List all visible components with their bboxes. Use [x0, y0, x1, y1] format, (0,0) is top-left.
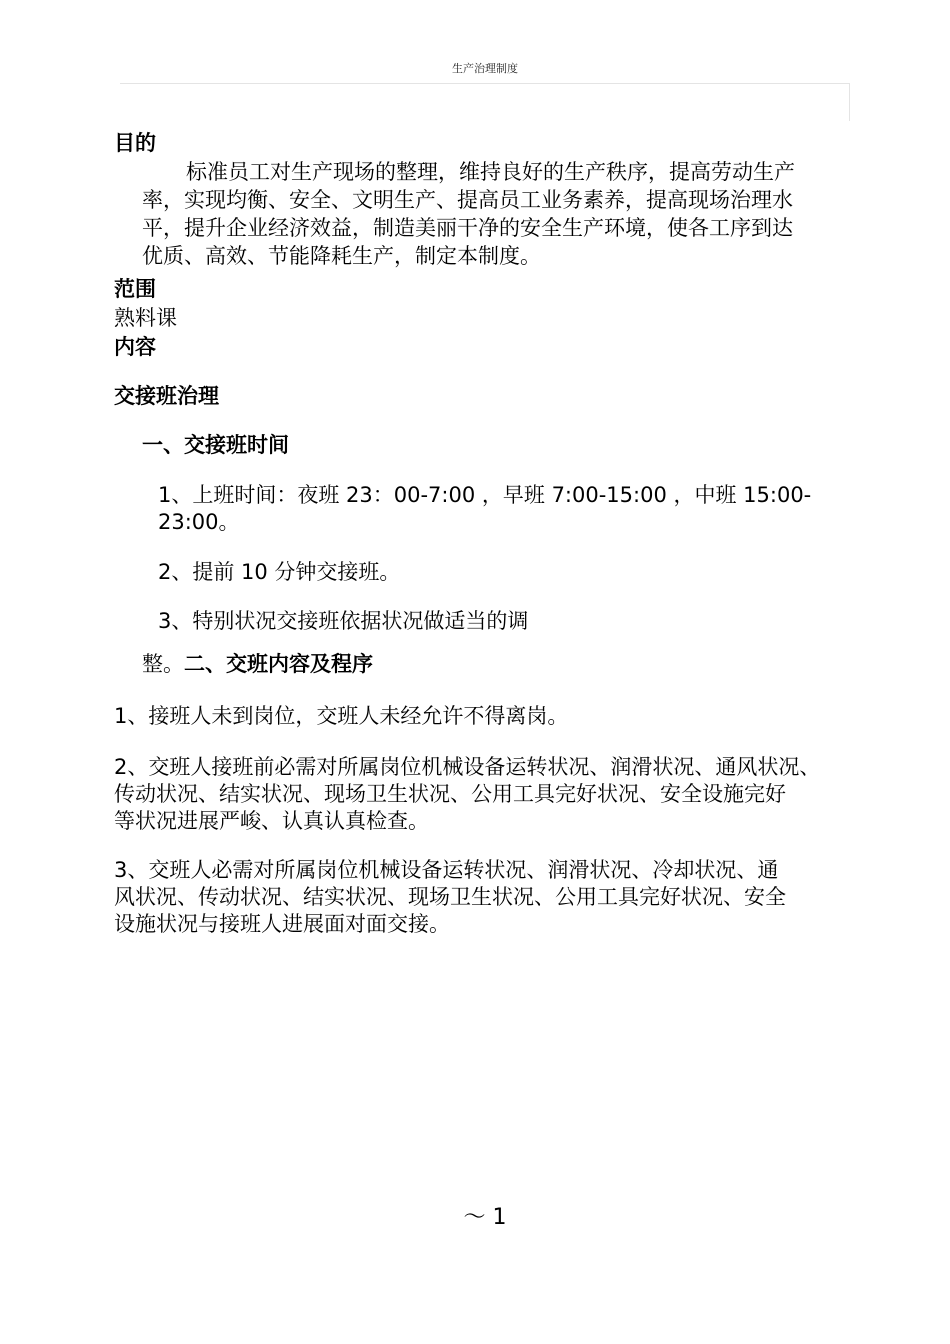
heading-purpose: 目的 — [114, 131, 156, 155]
time-item-3: 3、特别状况交接班依据状况做适当的调 — [158, 609, 529, 633]
heading-content: 内容 — [114, 335, 156, 359]
header-corner-rule — [849, 83, 850, 121]
time-item-line: 23:00。 — [158, 510, 240, 534]
heading-scope: 范围 — [114, 277, 156, 301]
purpose-line: 标准员工对生产现场的整理，维持良好的生产秩序，提高劳动生产 — [186, 160, 795, 184]
procedure-item-line: 传动状况、结实状况、现场卫生状况、公用工具完好状况、安全设施完好 — [114, 782, 786, 806]
heading-shift-management: 交接班治理 — [114, 384, 219, 408]
procedure-item-line: 3、交班人必需对所属岗位机械设备运转状况、润滑状况、冷却状况、通 — [114, 858, 779, 882]
procedure-item-line: 1、接班人未到岗位，交班人未经允许不得离岗。 — [114, 704, 569, 728]
header-rule — [120, 83, 850, 84]
procedure-item-line: 风状况、传动状况、结实状况、现场卫生状况、公用工具完好状况、安全 — [114, 885, 786, 909]
scope-text: 熟料课 — [114, 306, 177, 330]
heading-shift-time: 一、交接班时间 — [142, 433, 289, 457]
procedure-line — [142, 651, 373, 678]
procedure-item-line: 等状况进展严峻、认真认真检查。 — [114, 809, 429, 833]
purpose-line: 平，提升企业经济效益，制造美丽干净的安全生产环境，使各工序到达 — [142, 216, 793, 240]
purpose-paragraph — [142, 158, 842, 270]
continuation-text: 整。 — [142, 652, 184, 676]
procedure-item-2 — [114, 754, 844, 835]
page-number: ～ 1 — [463, 1205, 507, 1230]
purpose-line: 优质、高效、节能降耗生产，制定本制度。 — [142, 244, 541, 268]
time-item-line: 1、上班时间：夜班 23：00-7:00 ，早班 7:00-15:00 ，中班 15:00- — [158, 483, 812, 507]
time-item-1 — [158, 482, 858, 536]
procedure-item-line: 2、交班人接班前必需对所属岗位机械设备运转状况、润滑状况、通风状况、 — [114, 755, 821, 779]
procedure-item-3 — [114, 857, 844, 938]
procedure-item-line: 设施状况与接班人进展面对面交接。 — [114, 912, 450, 936]
running-header-title: 生产治理制度 — [452, 62, 518, 75]
time-item-2: 2、提前 10 分钟交接班。 — [158, 560, 401, 584]
procedure-item-1 — [114, 703, 844, 730]
heading-procedure: 二、交班内容及程序 — [184, 652, 373, 676]
purpose-line: 率，实现均衡、安全、文明生产、提高员工业务素养，提高现场治理水 — [142, 188, 793, 212]
